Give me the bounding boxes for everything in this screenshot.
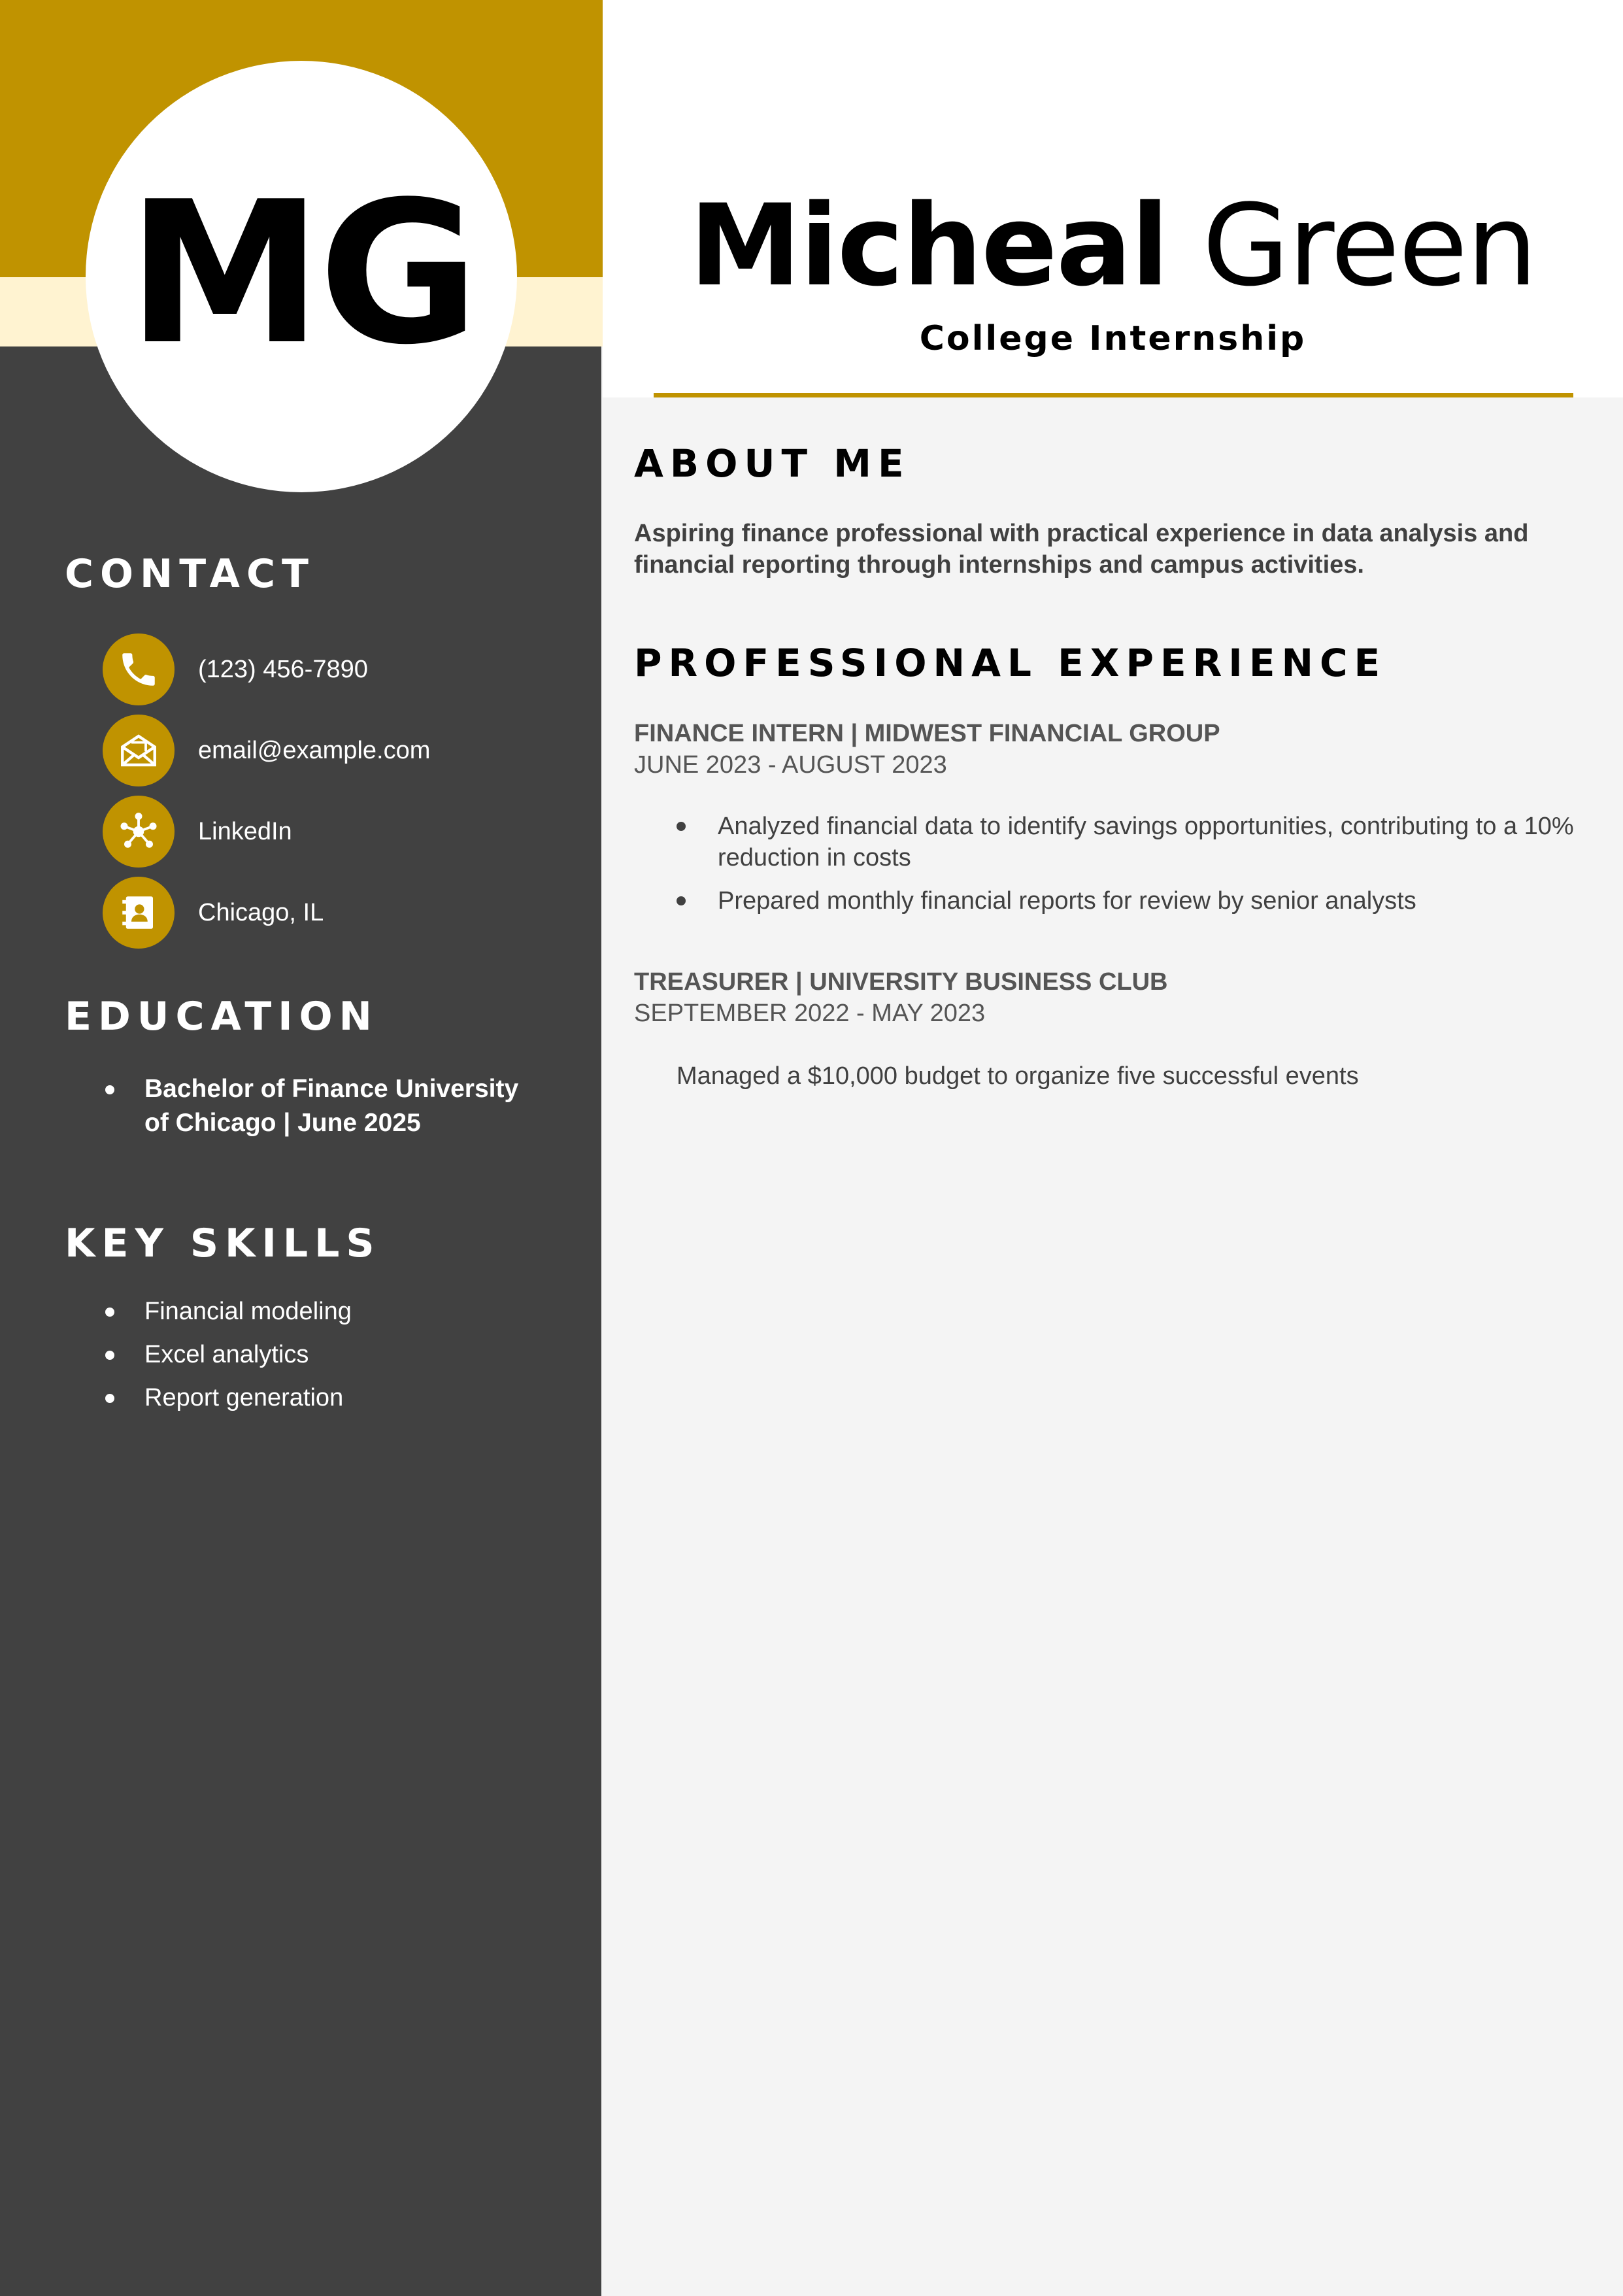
experience-heading: PROFESSIONAL EXPERIENCE — [634, 641, 1387, 685]
monogram: MG — [127, 160, 476, 388]
contact-item-phone[interactable] — [103, 629, 430, 710]
job-bullet: Prepared monthly financial reports for review by senior analysts — [677, 885, 1579, 917]
monogram-badge — [86, 61, 517, 492]
about-heading: ABOUT ME — [634, 441, 911, 486]
skills-list — [103, 1294, 352, 1424]
contact-item-linkedin[interactable] — [103, 791, 430, 872]
job-dates: SEPTEMBER 2022 - MAY 2023 — [634, 1000, 986, 1027]
contact-phone: (123) 456-7890 — [198, 655, 368, 683]
phone-icon — [103, 633, 175, 705]
address-book-icon — [103, 877, 175, 949]
job-title: TREASURER | UNIVERSITY BUSINESS CLUB — [634, 968, 1168, 996]
contact-item-email[interactable] — [103, 710, 430, 791]
contact-linkedin: LinkedIn — [198, 817, 292, 845]
network-icon — [103, 796, 175, 868]
job-title: FINANCE INTERN | MIDWEST FINANCIAL GROUP — [634, 720, 1220, 747]
contact-location: Chicago, IL — [198, 898, 324, 926]
education-list — [103, 1072, 521, 1140]
job-description: Managed a $10,000 budget to organize five successful events — [677, 1062, 1359, 1090]
education-heading: EDUCATION — [65, 994, 378, 1039]
skill-item: Report generation — [103, 1381, 352, 1415]
email-icon — [103, 715, 175, 786]
first-name: Micheal — [689, 180, 1168, 311]
job-bullets — [677, 811, 1579, 928]
skill-item: Excel analytics — [103, 1338, 352, 1372]
skills-heading: KEY SKILLS — [65, 1221, 381, 1266]
job-bullet: Analyzed financial data to identify savings opportunities, contributing to a 10% reduction in costs — [677, 811, 1579, 873]
candidate-name — [603, 180, 1623, 311]
resume-subtitle: College Internship — [919, 319, 1307, 358]
contact-list — [103, 629, 430, 953]
skill-item: Financial modeling — [103, 1294, 352, 1328]
contact-item-location[interactable] — [103, 872, 430, 953]
contact-heading: CONTACT — [65, 551, 315, 597]
job-dates: JUNE 2023 - AUGUST 2023 — [634, 751, 947, 779]
education-item: Bachelor of Finance University of Chicago | June 2025 — [103, 1072, 521, 1140]
header-divider — [654, 393, 1573, 397]
about-text: Aspiring finance professional with practical experience in data analysis and financial reporting through internships and campus activities. — [634, 520, 1529, 579]
contact-email: email@example.com — [198, 736, 431, 764]
last-name: Green — [1202, 180, 1537, 311]
